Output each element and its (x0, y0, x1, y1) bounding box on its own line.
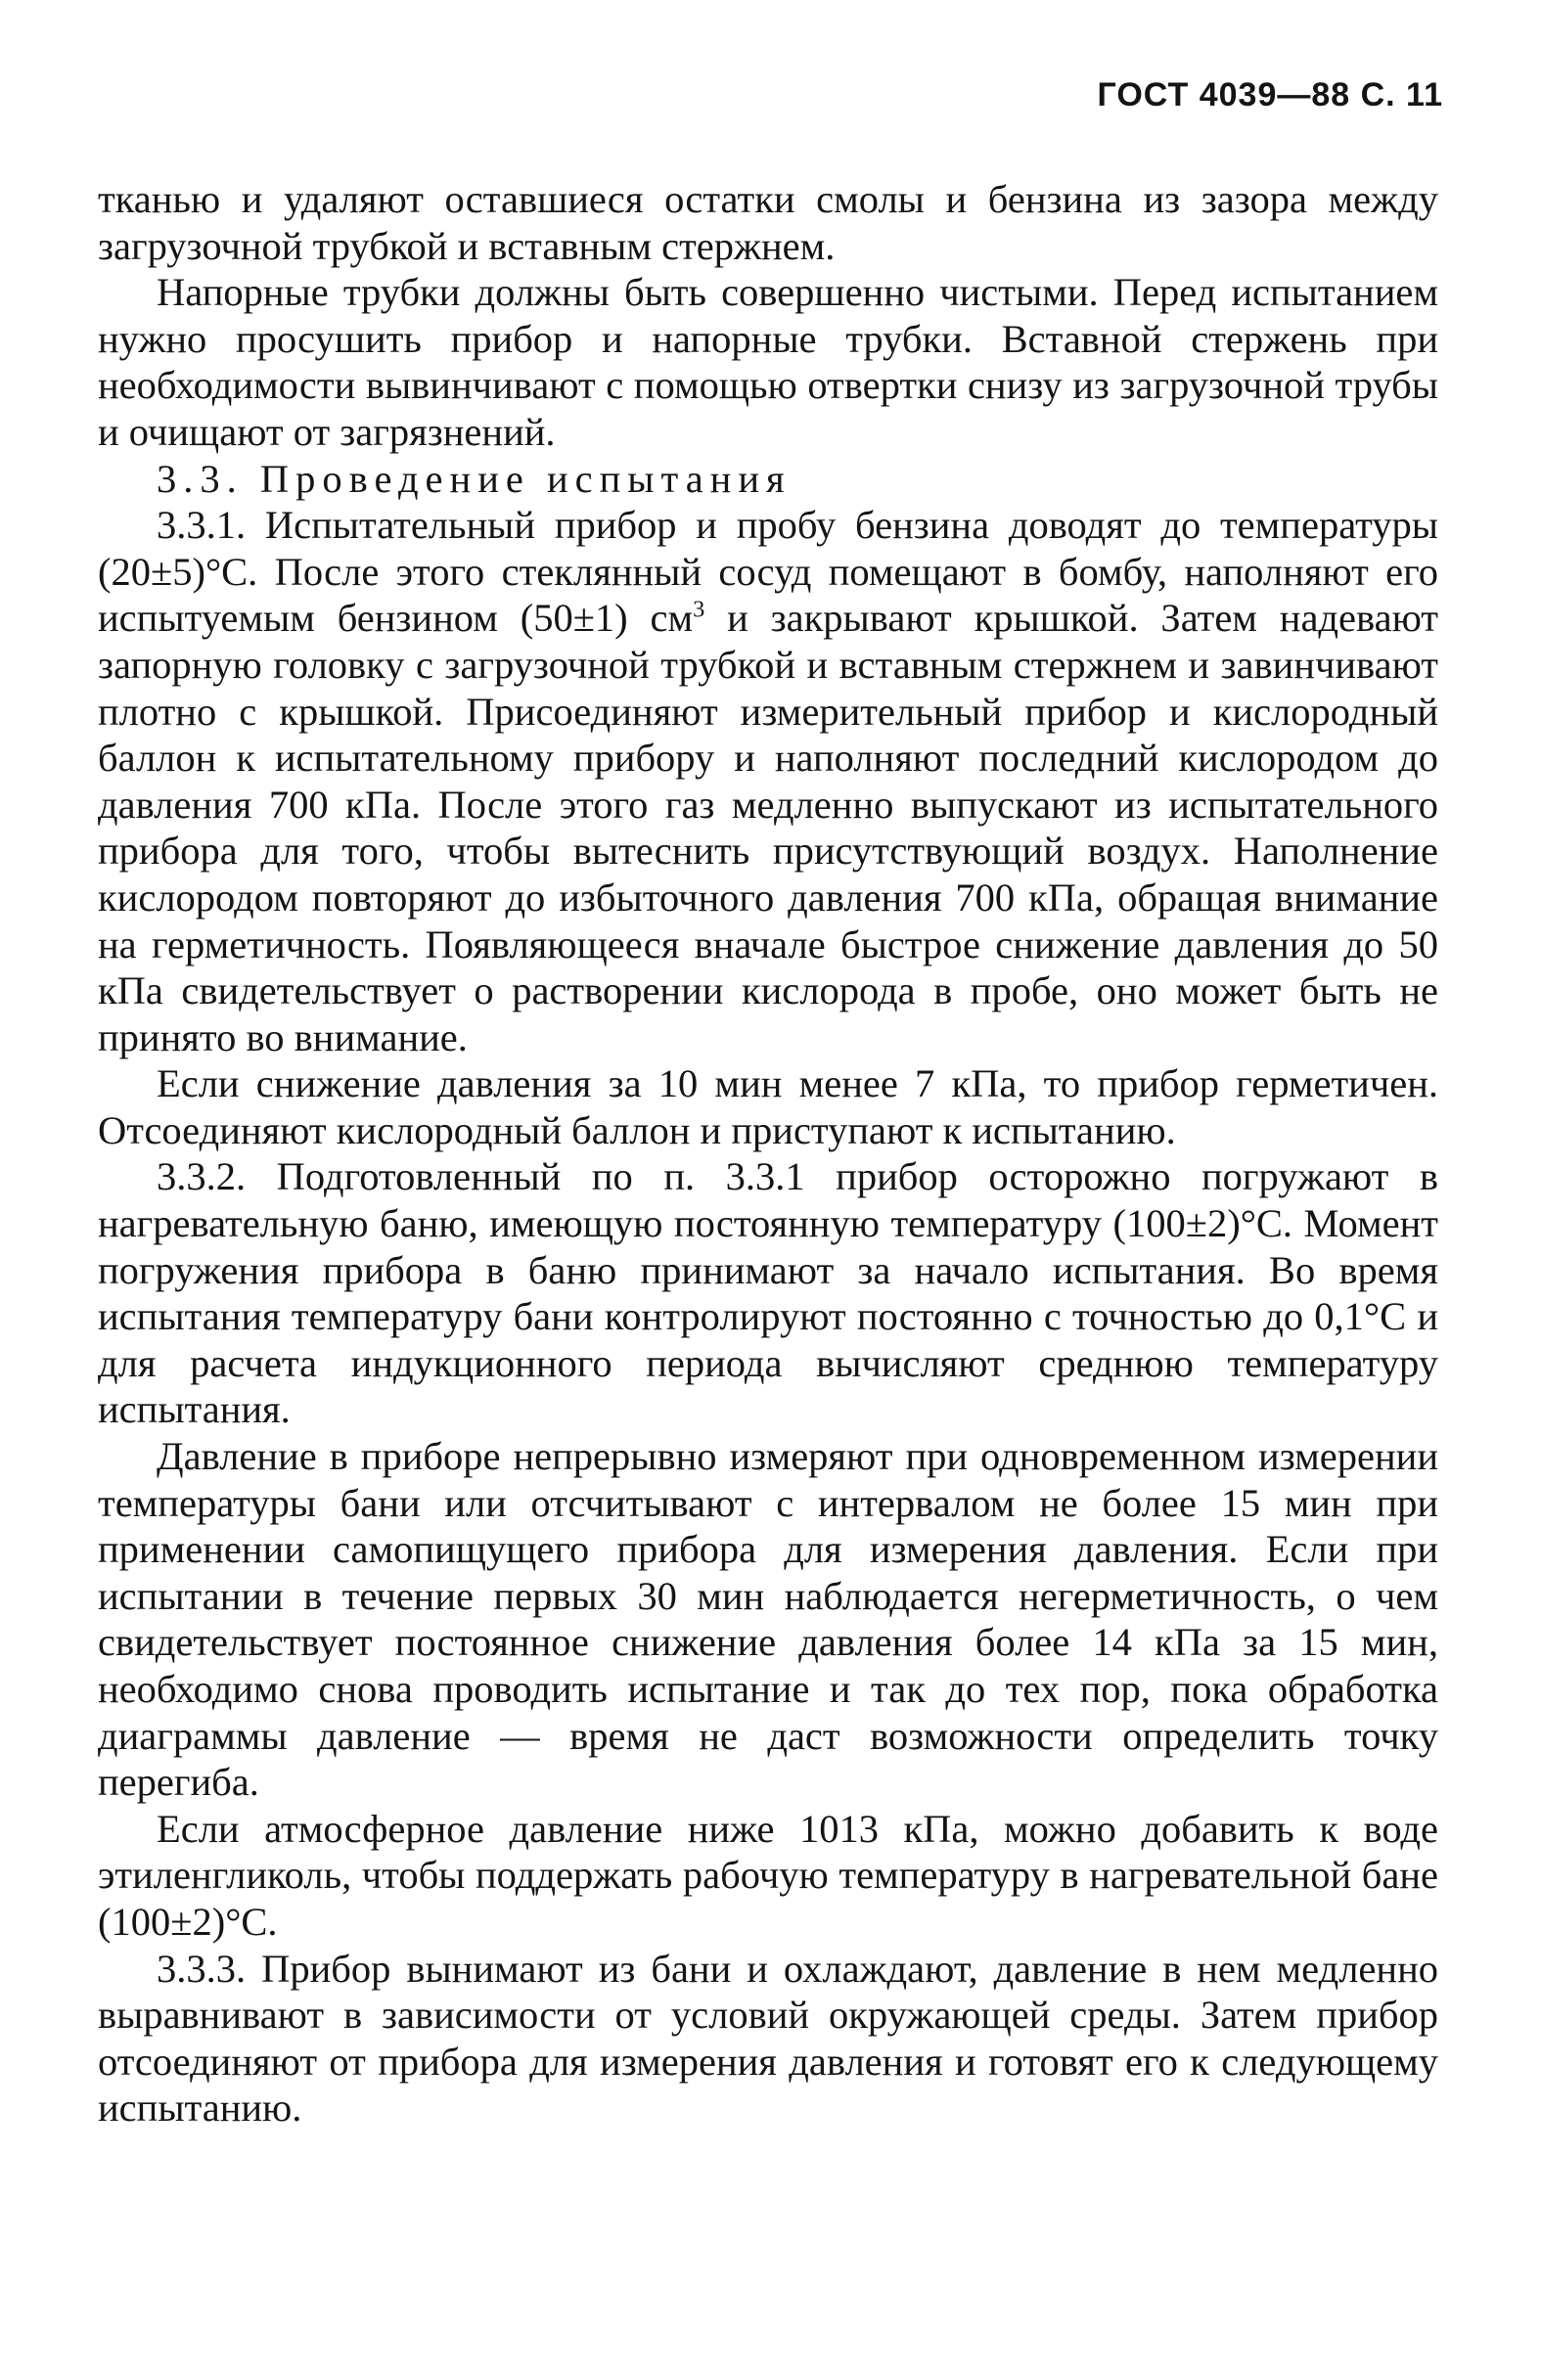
paragraph-pressure-drop: Если снижение давления за 10 мин менее 7 кПа, то прибор герметичен. Отсоединяют кислородный баллон и приступают к испытанию. (98, 1061, 1438, 1152)
cubic-superscript: 3 (693, 596, 705, 623)
paragraph-3-3-1 (98, 502, 1438, 1060)
paragraph-3-3-1-part2: и закрывают крышкой. Затем надевают запорную головку с загрузочной трубкой и вставным стержнем и завинчивают плотно с крышкой. Присоединяют измерительный прибор и кислородный баллон к испытательному прибору и наполняют последний кислородом до давления 700 кПа. После этого газ медленно выпускают из испытательного прибора для того, чтобы вытеснить присутствующий воздух. Наполнение кислородом повторяют до избыточного давления 700 кПа, обращая внимание на герметичность. Появляющееся вначале быстрое снижение давления до 50 кПа свидетельствует о растворении кислорода в пробе, оно может быть не принято во внимание. (98, 596, 1438, 1059)
paragraph-atmospheric-pressure: Если атмосферное давление ниже 1013 кПа, можно добавить к воде этиленгликоль, чтобы поддержать рабочую температуру в нагревательной бане (100±2)°С. (98, 1806, 1438, 1944)
body-text (98, 176, 1438, 2132)
paragraph-continuation: тканью и удаляют оставшиеся остатки смолы и бензина из зазора между загрузочной трубкой и вставным стержнем. (98, 177, 1438, 268)
running-head: ГОСТ 4039—88 С. 11 (1097, 76, 1443, 113)
paragraph-3-3-3: 3.3.3. Прибор вынимают из бани и охлаждают, давление в нем медленно выравнивают в зависимости от условий окружающей среды. Затем прибор отсоединяют от прибора для измерения давления и готовят его к следующему испытанию. (98, 1946, 1438, 2131)
paragraph-3-3-2: 3.3.2. Подготовленный по п. 3.3.1 прибор осторожно погружают в нагревательную баню, имеющую постоянную температуру (100±2)°С. Момент погружения прибора в баню принимают за начало испытания. Во время испытания температуру бани контролируют постоянно с точностью до 0,1°С и для расчета индукционного периода вычисляют среднюю температуру испытания. (98, 1154, 1438, 1432)
section-title-3-3: 3.3. Проведение испытания (157, 456, 792, 501)
paragraph-pressure-measurement: Давление в приборе непрерывно измеряют при одновременном измерении температуры бани или отсчитывают с интервалом не более 15 мин при применении самопищущего прибора для измерения давления. Если при испытании в течение первых 30 мин наблюдается негерметичность, о чем свидетельствует постоянное снижение давления более 14 кПа за 15 мин, необходимо снова проводить испытание и так до тех пор, пока обработка диаграммы давление — время не даст возможности определить точку перегиба. (98, 1434, 1438, 1805)
paragraph-3-3-1-part1: 3.3.1. Испытательный прибор и пробу бензина доводят до температуры (20±5)°С. После этого стеклянный сосуд помещают в бомбу, наполняют его испытуемым бензином (50±1) см (98, 503, 1438, 641)
paragraph-pressure-tubes: Напорные трубки должны быть совершенно чистыми. Перед испытанием нужно просушить прибор и напорные трубки. Вставной стержень при необходимости вывинчивают с помощью отвертки снизу из загрузочной трубы и очищают от загрязнений. (98, 270, 1438, 454)
